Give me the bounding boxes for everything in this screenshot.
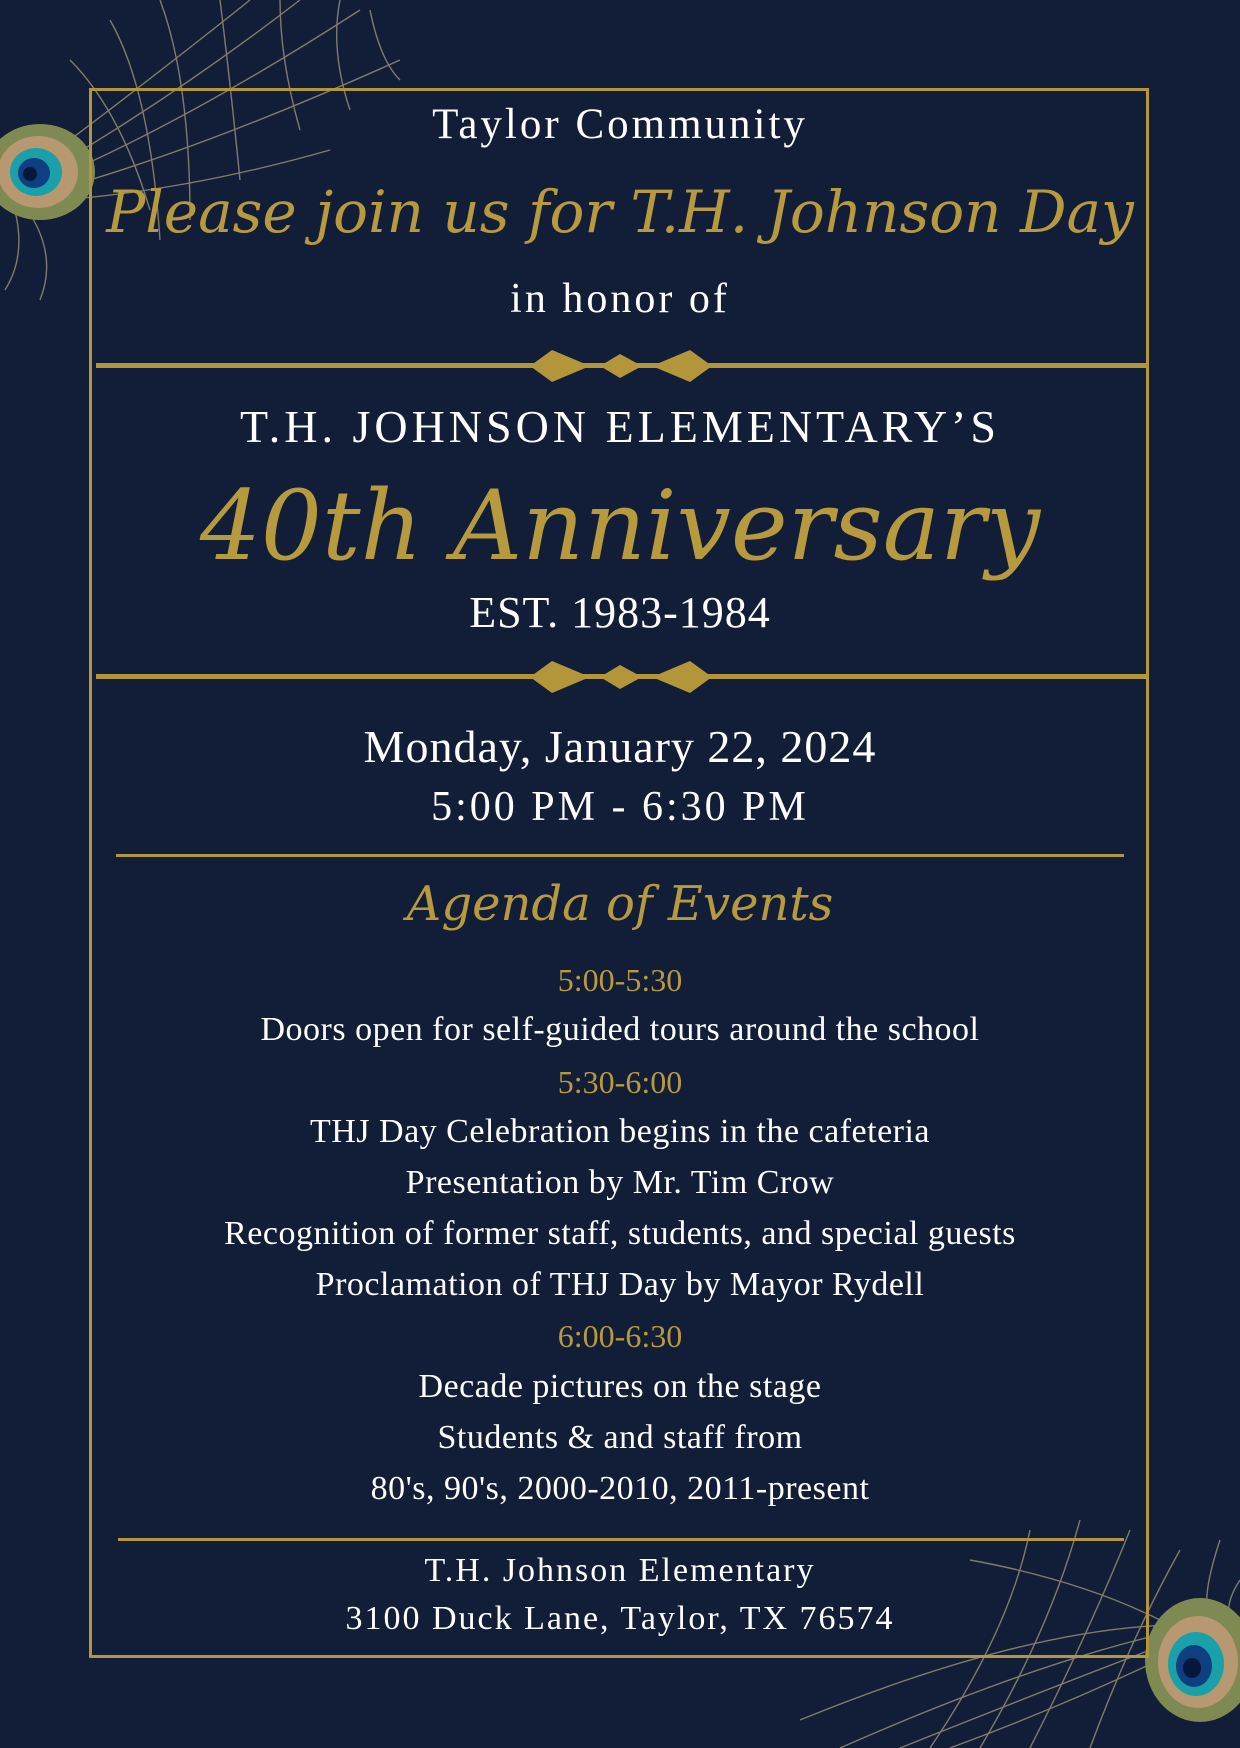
agenda-item: Decade pictures on the stage	[418, 1368, 822, 1405]
agenda-item: Doors open for self-guided tours around the school	[260, 1011, 980, 1048]
agenda-title: Agenda of Events	[406, 876, 834, 932]
event-date: Monday, January 22, 2024	[363, 721, 877, 772]
divider-thin-upper	[116, 854, 1124, 857]
agenda-item: THJ Day Celebration begins in the cafeteria	[309, 1113, 931, 1150]
diamond-ornament-icon	[0, 346, 1240, 386]
venue-address: 3100 Duck Lane, Taylor, TX 76574	[345, 1600, 895, 1637]
school-name: T.H. JOHNSON ELEMENTARY’S	[240, 401, 1000, 452]
agenda-time-3: 6:00-6:30	[557, 1318, 683, 1354]
agenda-item: Students & and staff from	[437, 1419, 803, 1456]
diamond-ornament-icon	[0, 657, 1240, 697]
agenda-item: Recognition of former staff, students, and special guests	[224, 1215, 1016, 1252]
honor-text: in honor of	[510, 276, 730, 322]
agenda-time-2: 5:30-6:00	[557, 1064, 683, 1100]
divider-thin-lower	[118, 1538, 1124, 1541]
anniversary-title: 40th Anniversary	[199, 470, 1041, 582]
invite-script-heading: Please join us for T.H. Johnson Day	[106, 178, 1134, 246]
agenda-item: 80's, 90's, 2000-2010, 2011-present	[370, 1470, 870, 1507]
venue-name: T.H. Johnson Elementary	[424, 1552, 816, 1589]
agenda-time-1: 5:00-5:30	[557, 962, 683, 998]
agenda-item: Proclamation of THJ Day by Mayor Rydell	[315, 1266, 925, 1303]
event-time: 5:00 PM - 6:30 PM	[431, 784, 809, 830]
agenda-item: Presentation by Mr. Tim Crow	[405, 1164, 835, 1201]
community-heading: Taylor Community	[432, 101, 808, 148]
established-text: EST. 1983-1984	[469, 588, 771, 637]
